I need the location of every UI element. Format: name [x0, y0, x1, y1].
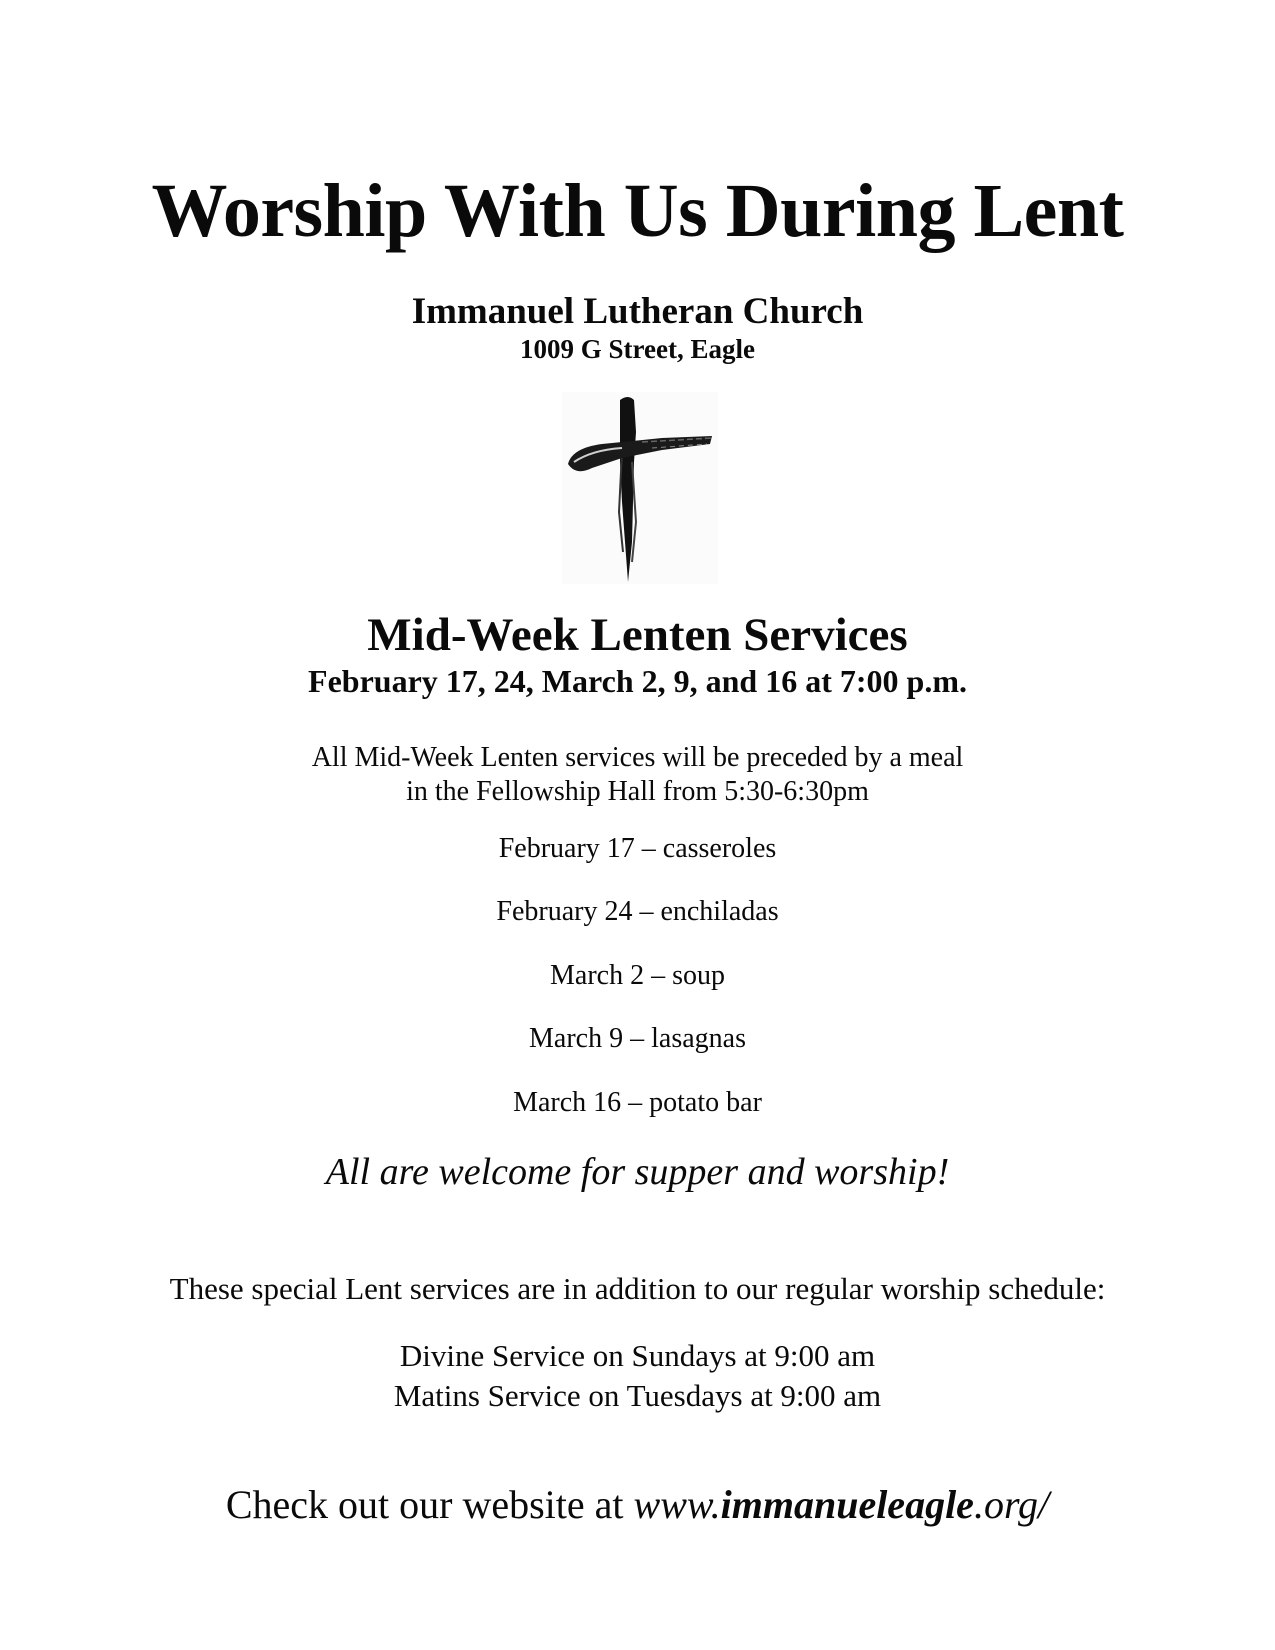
- meal-item: February 17 – casseroles: [498, 833, 777, 864]
- website-url-start[interactable]: www.: [633, 1482, 721, 1527]
- welcome-message: All are welcome for supper and worship!: [325, 1151, 950, 1193]
- meal-item: March 16 – potato bar: [513, 1087, 762, 1118]
- website-prefix: Check out our website at: [225, 1482, 634, 1527]
- website-url-end[interactable]: .org/: [973, 1482, 1050, 1527]
- website-line: [0, 1481, 1275, 1528]
- church-address: 1009 G Street, Eagle: [520, 334, 755, 364]
- ash-cross-icon: [562, 392, 718, 584]
- meal-item: March 9 – lasagnas: [529, 1023, 746, 1054]
- meal-item: February 24 – enchiladas: [496, 896, 779, 927]
- meal-note-line-2: in the Fellowship Hall from 5:30-6:30pm: [406, 776, 869, 807]
- website-url-domain[interactable]: immanueleagle: [720, 1482, 974, 1527]
- page-title: Worship With Us During Lent: [151, 169, 1124, 253]
- regular-service: Divine Service on Sundays at 9:00 am: [399, 1338, 876, 1373]
- meal-item: March 2 – soup: [550, 960, 725, 991]
- church-name: Immanuel Lutheran Church: [411, 291, 864, 332]
- midweek-heading: Mid-Week Lenten Services: [367, 609, 908, 661]
- midweek-dates: February 17, 24, March 2, 9, and 16 at 7:00 p.m.: [308, 663, 967, 699]
- meal-note-line-1: All Mid-Week Lenten services will be preceded by a meal: [311, 742, 964, 773]
- regular-service: Matins Service on Tuesdays at 9:00 am: [393, 1378, 882, 1413]
- regular-schedule-intro: These special Lent services are in addition to our regular worship schedule:: [169, 1271, 1106, 1306]
